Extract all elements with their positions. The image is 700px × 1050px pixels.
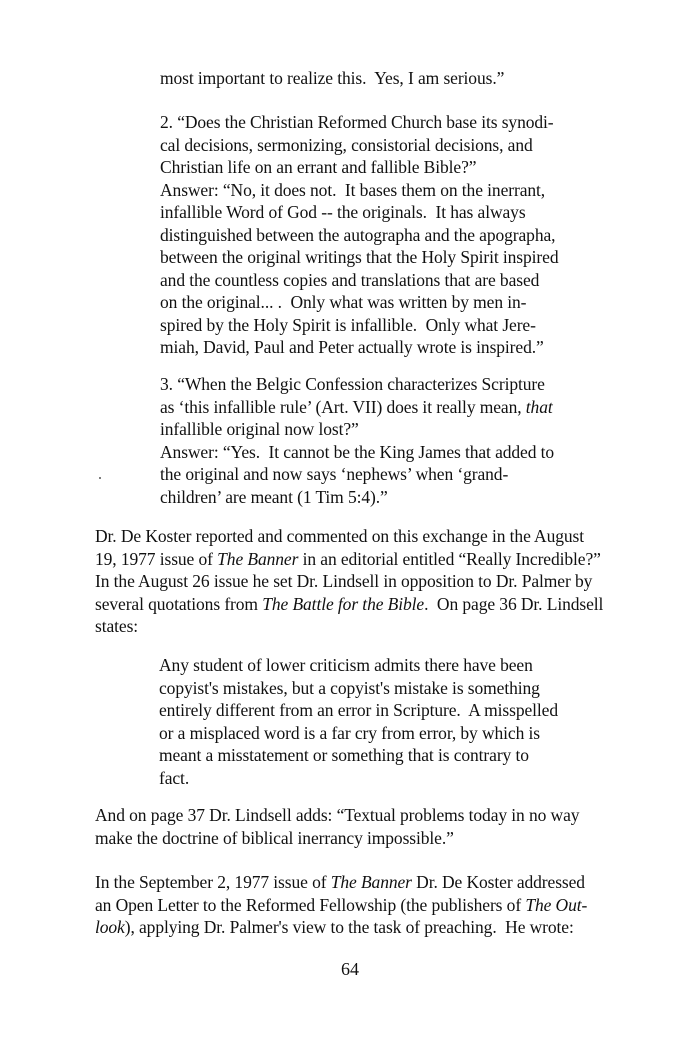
text-run: an Open Letter to the Reformed Fellowship (the publishers of (95, 894, 526, 915)
text-line (160, 201, 558, 224)
text-line (160, 179, 558, 202)
text-line (160, 441, 554, 464)
text-run: meant a misstatement or something that is contrary to (159, 745, 529, 765)
text-run: Dr. De Koster addressed (411, 872, 585, 892)
italic-text-run: The Battle for the Bible (262, 593, 425, 614)
text-line (160, 396, 554, 419)
text-run: several quotations from (95, 593, 263, 614)
text-run: in an editorial entitled “Really Incredible?” (298, 548, 601, 569)
text-line (160, 269, 558, 292)
text-run: and the countless copies and translations that are based (160, 269, 540, 290)
text-run: states: (95, 616, 139, 636)
text-run: In the September 2, 1977 issue of (95, 872, 331, 892)
italic-text-run: The Out- (525, 894, 588, 915)
text-run: 3. “When the Belgic Confession characterizes Scripture (160, 374, 545, 394)
text-run: on the original... . Only what was written by men in- (160, 292, 527, 312)
text-run: Any student of lower criticism admits there have been (159, 655, 533, 675)
italic-text-run: The Banner (330, 872, 412, 892)
text-run: Christian life on an errant and fallible Bible?” (160, 157, 477, 177)
text-line (95, 593, 603, 616)
text-run: fact. (159, 767, 190, 788)
text-line (95, 570, 603, 593)
text-run: . On page 36 Dr. Lindsell (424, 593, 604, 614)
text-run: between the original writings that the Holy Spirit inspired (160, 247, 559, 267)
scan-speck (99, 477, 101, 479)
page-number: 64 (341, 959, 359, 979)
text-line (159, 699, 558, 722)
text-run: infallible Word of God -- the originals. It has always (160, 202, 526, 222)
text-line (160, 111, 558, 134)
question-3-paragraph (160, 373, 554, 508)
italic-text-run: look (95, 917, 125, 937)
text-line (95, 525, 603, 548)
text-line (159, 744, 558, 767)
text-run: copyist's mistakes, but a copyist's mistake is something (159, 677, 540, 698)
text-line (160, 134, 558, 157)
body-paragraph-de-koster (95, 525, 603, 638)
text-run: And on page 37 Dr. Lindsell adds: “Textual problems today in no way (95, 805, 580, 825)
text-run: Answer: “No, it does not. It bases them on the inerrant, (160, 179, 546, 200)
paragraph-continuation (160, 67, 504, 90)
text-line (160, 291, 558, 314)
text-run: ), applying Dr. Palmer's view to the task of preaching. He wrote: (124, 917, 574, 937)
text-run: 19, 1977 issue of (95, 548, 218, 569)
text-run: as ‘this infallible rule’ (Art. VII) does it really mean, (160, 396, 526, 417)
italic-text-run: that (525, 396, 553, 417)
text-run: most important to realize this. Yes, I am serious.” (160, 68, 505, 88)
text-line (160, 463, 554, 486)
text-run: children’ are meant (1 Tim 5:4).” (160, 486, 388, 507)
text-line (160, 224, 558, 247)
text-line (160, 246, 558, 269)
text-run: Dr. De Koster reported and commented on this exchange in the August (95, 526, 585, 546)
text-line (160, 486, 554, 509)
text-line (95, 916, 587, 939)
text-line (160, 336, 558, 359)
text-run: the original and now says ‘nephews’ when ‘grand- (160, 464, 509, 484)
text-line (160, 418, 554, 441)
question-2-paragraph (160, 111, 558, 359)
text-run: Answer: “Yes. It cannot be the King James that added to (160, 441, 555, 462)
text-run: entirely different from an error in Scripture. A misspelled (159, 700, 558, 720)
italic-text-run: The Banner (217, 548, 299, 569)
text-line (159, 722, 558, 745)
text-line (95, 871, 587, 894)
text-run: infallible original now lost?” (160, 419, 359, 439)
text-run: cal decisions, sermonizing, consistorial decisions, and (160, 134, 533, 155)
text-run: spired by the Holy Spirit is infallible. Only what Jere- (160, 314, 536, 335)
text-run: 2. “Does the Christian Reformed Church base its synodi- (160, 112, 554, 132)
text-run: distinguished between the autographa and the apographa, (160, 224, 556, 245)
text-line (159, 677, 558, 700)
text-line (95, 827, 579, 850)
text-run: miah, David, Paul and Peter actually wrote is inspired.” (160, 337, 544, 357)
body-paragraph-september (95, 871, 587, 939)
text-line (159, 654, 558, 677)
text-line (159, 767, 558, 790)
text-line (95, 615, 603, 638)
text-line (160, 373, 554, 396)
text-line (95, 548, 603, 571)
text-run: make the doctrine of biblical inerrancy impossible.” (95, 827, 454, 848)
text-line (160, 67, 504, 90)
text-line (95, 804, 579, 827)
text-line (160, 156, 558, 179)
text-line (95, 894, 587, 917)
body-paragraph-page-37 (95, 804, 579, 849)
text-run: In the August 26 issue he set Dr. Lindsell in opposition to Dr. Palmer by (95, 571, 593, 591)
block-quote-lindsell (159, 654, 558, 789)
text-run: or a misplaced word is a far cry from error, by which is (159, 722, 540, 743)
text-line (160, 314, 558, 337)
